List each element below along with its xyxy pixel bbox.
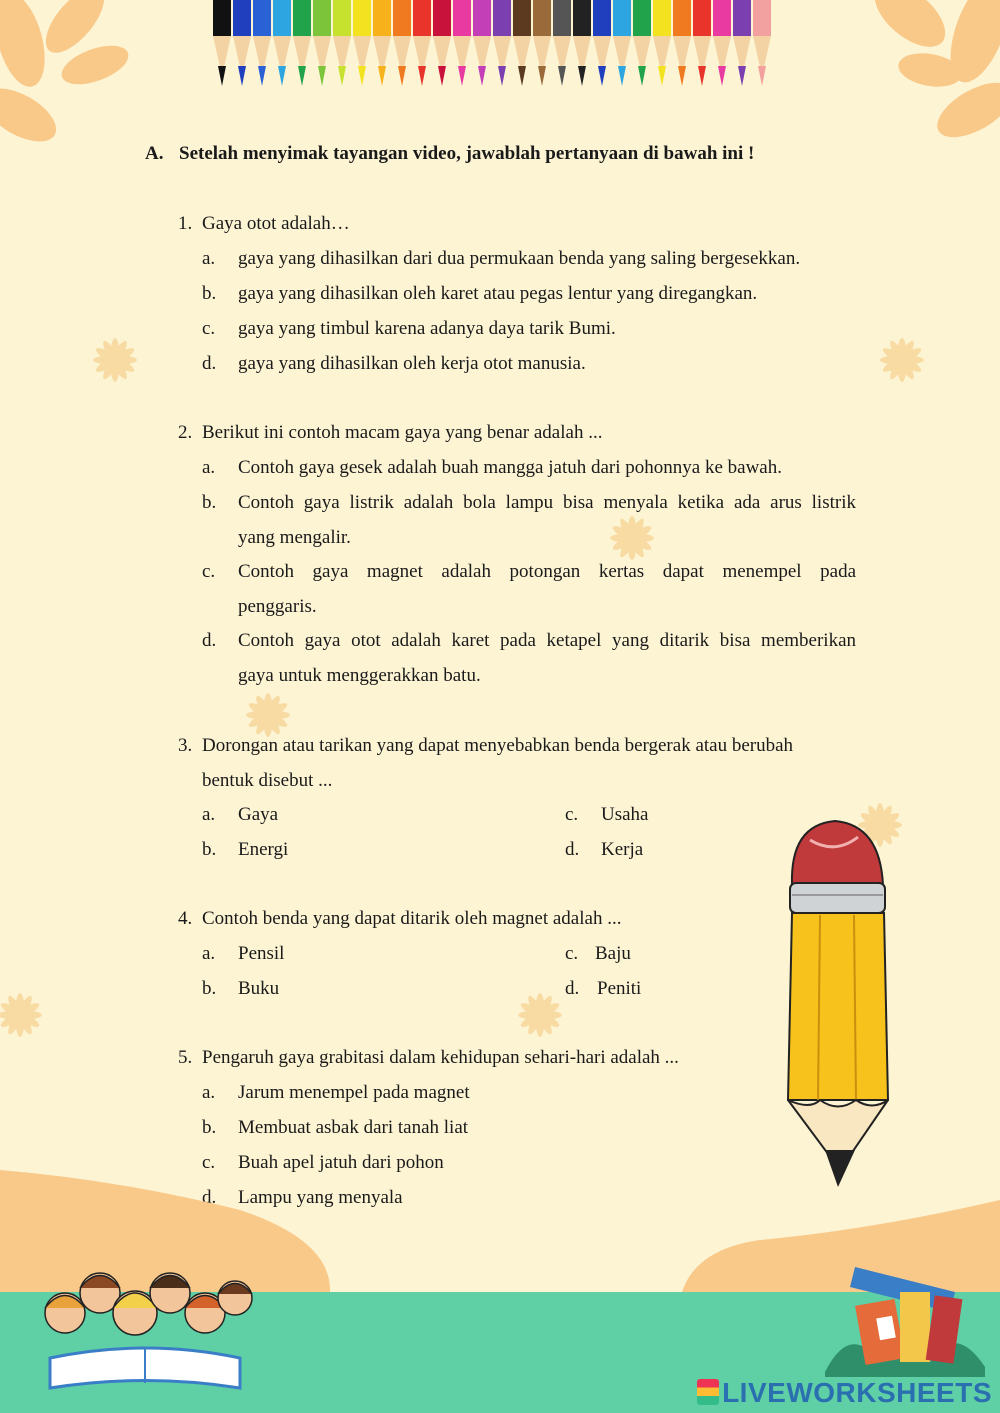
colored-pencil-icon [473,0,491,86]
colored-pencil-icon [593,0,611,86]
option-3d[interactable] [565,832,643,867]
option-letter: a. [202,1082,216,1103]
option-letter: d. [202,630,217,651]
brand-name: LIVEWORKSHEETS [722,1377,992,1408]
colored-pencil-icon [733,0,751,86]
option-text-line: penggaris. [238,596,317,617]
option-text: Gaya [238,804,279,825]
option-1d[interactable] [202,346,586,381]
option-text: gaya yang dihasilkan dari dua permukaan benda yang saling bergesekkan. [238,248,801,269]
question-3 [178,728,858,798]
option-letter: a. [202,457,216,478]
question-number: 2. [178,422,193,443]
colored-pencil-icon [553,0,571,86]
colored-pencil-icon [613,0,631,86]
option-letter: a. [202,804,216,825]
option-letter: d. [202,1187,217,1208]
option-2b[interactable] [202,485,856,555]
option-text: gaya yang dihasilkan oleh kerja otot manusia. [238,353,586,374]
colored-pencil-icon [453,0,471,86]
option-text: gaya yang timbul karena adanya daya tarik Bumi. [238,318,616,339]
question-5 [178,1040,858,1075]
colored-pencil-icon [233,0,251,86]
colored-pencil-icon [433,0,451,86]
colored-pencil-icon [673,0,691,86]
colored-pencil-icon [213,0,231,86]
option-text: Usaha [601,804,649,825]
option-2a[interactable] [202,450,782,485]
option-letter: b. [202,283,217,304]
colored-pencil-icon [693,0,711,86]
option-letter: d. [565,978,580,999]
option-1a[interactable] [202,241,800,276]
question-text: Berikut ini contoh macam gaya yang benar adalah ... [202,422,603,443]
colored-pencil-icon [313,0,331,86]
question-number: 5. [178,1047,193,1068]
question-2 [178,415,858,450]
option-text: Baju [595,943,631,964]
option-1b[interactable] [202,276,757,311]
colored-pencil-icon [353,0,371,86]
question-number: 4. [178,908,193,929]
option-text-line: Contoh gaya magnet adalah potongan kertas dapat menempel pada [238,561,856,582]
question-text: Contoh benda yang dapat ditarik oleh magnet adalah ... [202,908,622,929]
question-text-line: Dorongan atau tarikan yang dapat menyebabkan benda bergerak atau berubah [202,735,794,756]
option-text-line: Contoh gaya otot adalah karet pada ketapel yang ditarik bisa memberikan [238,630,856,651]
section-heading [145,143,754,165]
option-text: Contoh gaya gesek adalah buah mangga jatuh dari pohonnya ke bawah. [238,457,782,478]
option-letter: a. [202,943,216,964]
option-4b[interactable] [202,971,279,1006]
option-letter: c. [565,943,579,964]
option-text-line: gaya untuk menggerakkan batu. [238,665,481,686]
option-letter: d. [565,839,580,860]
option-letter: a. [202,248,216,269]
option-letter: d. [202,353,217,374]
faint-flower-icon [0,985,50,1045]
colored-pencil-icon [293,0,311,86]
option-text: Buah apel jatuh dari pohon [238,1152,444,1173]
option-2c[interactable] [202,554,856,624]
option-1c[interactable] [202,311,616,346]
colored-pencil-icon [393,0,411,86]
option-text: Buku [238,978,280,999]
colored-pencil-icon [573,0,591,86]
option-text: Pensil [238,943,285,964]
colored-pencils-banner [212,0,772,92]
liveworksheets-logo[interactable] [697,1377,992,1409]
option-3a[interactable] [202,797,278,832]
option-4d[interactable] [565,971,641,1006]
pencil-illustration [780,815,895,1195]
faint-flower-icon [872,330,932,390]
question-text-line: bentuk disebut ... [202,770,333,791]
option-text: gaya yang dihasilkan oleh karet atau pegas lentur yang diregangkan. [238,283,758,304]
books-ruler-illustration [820,1262,990,1377]
colored-pencil-icon [513,0,531,86]
corner-flower-top-left [0,0,140,150]
question-text: Gaya otot adalah… [202,213,350,234]
colored-pencil-icon [713,0,731,86]
colored-pencil-icon [633,0,651,86]
colored-pencil-icon [373,0,391,86]
option-4c[interactable] [565,936,631,971]
colored-pencil-icon [493,0,511,86]
option-3b[interactable] [202,832,288,867]
colored-pencil-icon [253,0,271,86]
option-text: Energi [238,839,289,860]
colored-pencil-icon [533,0,551,86]
liveworksheets-badge-icon [697,1379,719,1405]
question-number: 3. [178,735,193,756]
option-letter: b. [202,839,217,860]
faint-flower-icon [85,330,145,390]
question-number: 1. [178,213,193,234]
corner-flower-top-right [810,0,1000,150]
question-1 [178,206,858,241]
option-5b[interactable] [202,1110,468,1145]
option-letter: c. [202,318,216,339]
option-text-line: Contoh gaya listrik adalah bola lampu bisa menyala ketika ada arus listrik [238,492,856,513]
section-letter: A. [145,143,164,164]
option-2d[interactable] [202,623,856,693]
option-text: Membuat asbak dari tanah liat [238,1117,469,1138]
option-text: Lampu yang menyala [238,1187,403,1208]
faint-flower-icon [510,985,570,1045]
colored-pencil-icon [753,0,771,86]
colored-pencil-icon [333,0,351,86]
colored-pencil-icon [653,0,671,86]
section-title-text: Setelah menyimak tayangan video, jawablah pertanyaan di bawah ini ! [179,143,755,164]
option-4a[interactable] [202,936,284,971]
option-text: Kerja [601,839,644,860]
option-letter: b. [202,1117,217,1138]
colored-pencil-icon [413,0,431,86]
option-text: Peniti [597,978,642,999]
option-letter: c. [565,804,579,825]
option-5a[interactable] [202,1075,470,1110]
children-reading-illustration [20,1258,270,1393]
option-letter: c. [202,561,216,582]
option-text: Jarum menempel pada magnet [238,1082,470,1103]
option-letter: c. [202,1152,216,1173]
question-text: Pengaruh gaya grabitasi dalam kehidupan sehari-hari adalah ... [202,1047,679,1068]
option-text-line: yang mengalir. [238,527,351,548]
option-3c[interactable] [565,797,648,832]
option-letter: b. [202,978,217,999]
colored-pencil-icon [273,0,291,86]
option-letter: b. [202,492,217,513]
question-4 [178,901,858,936]
